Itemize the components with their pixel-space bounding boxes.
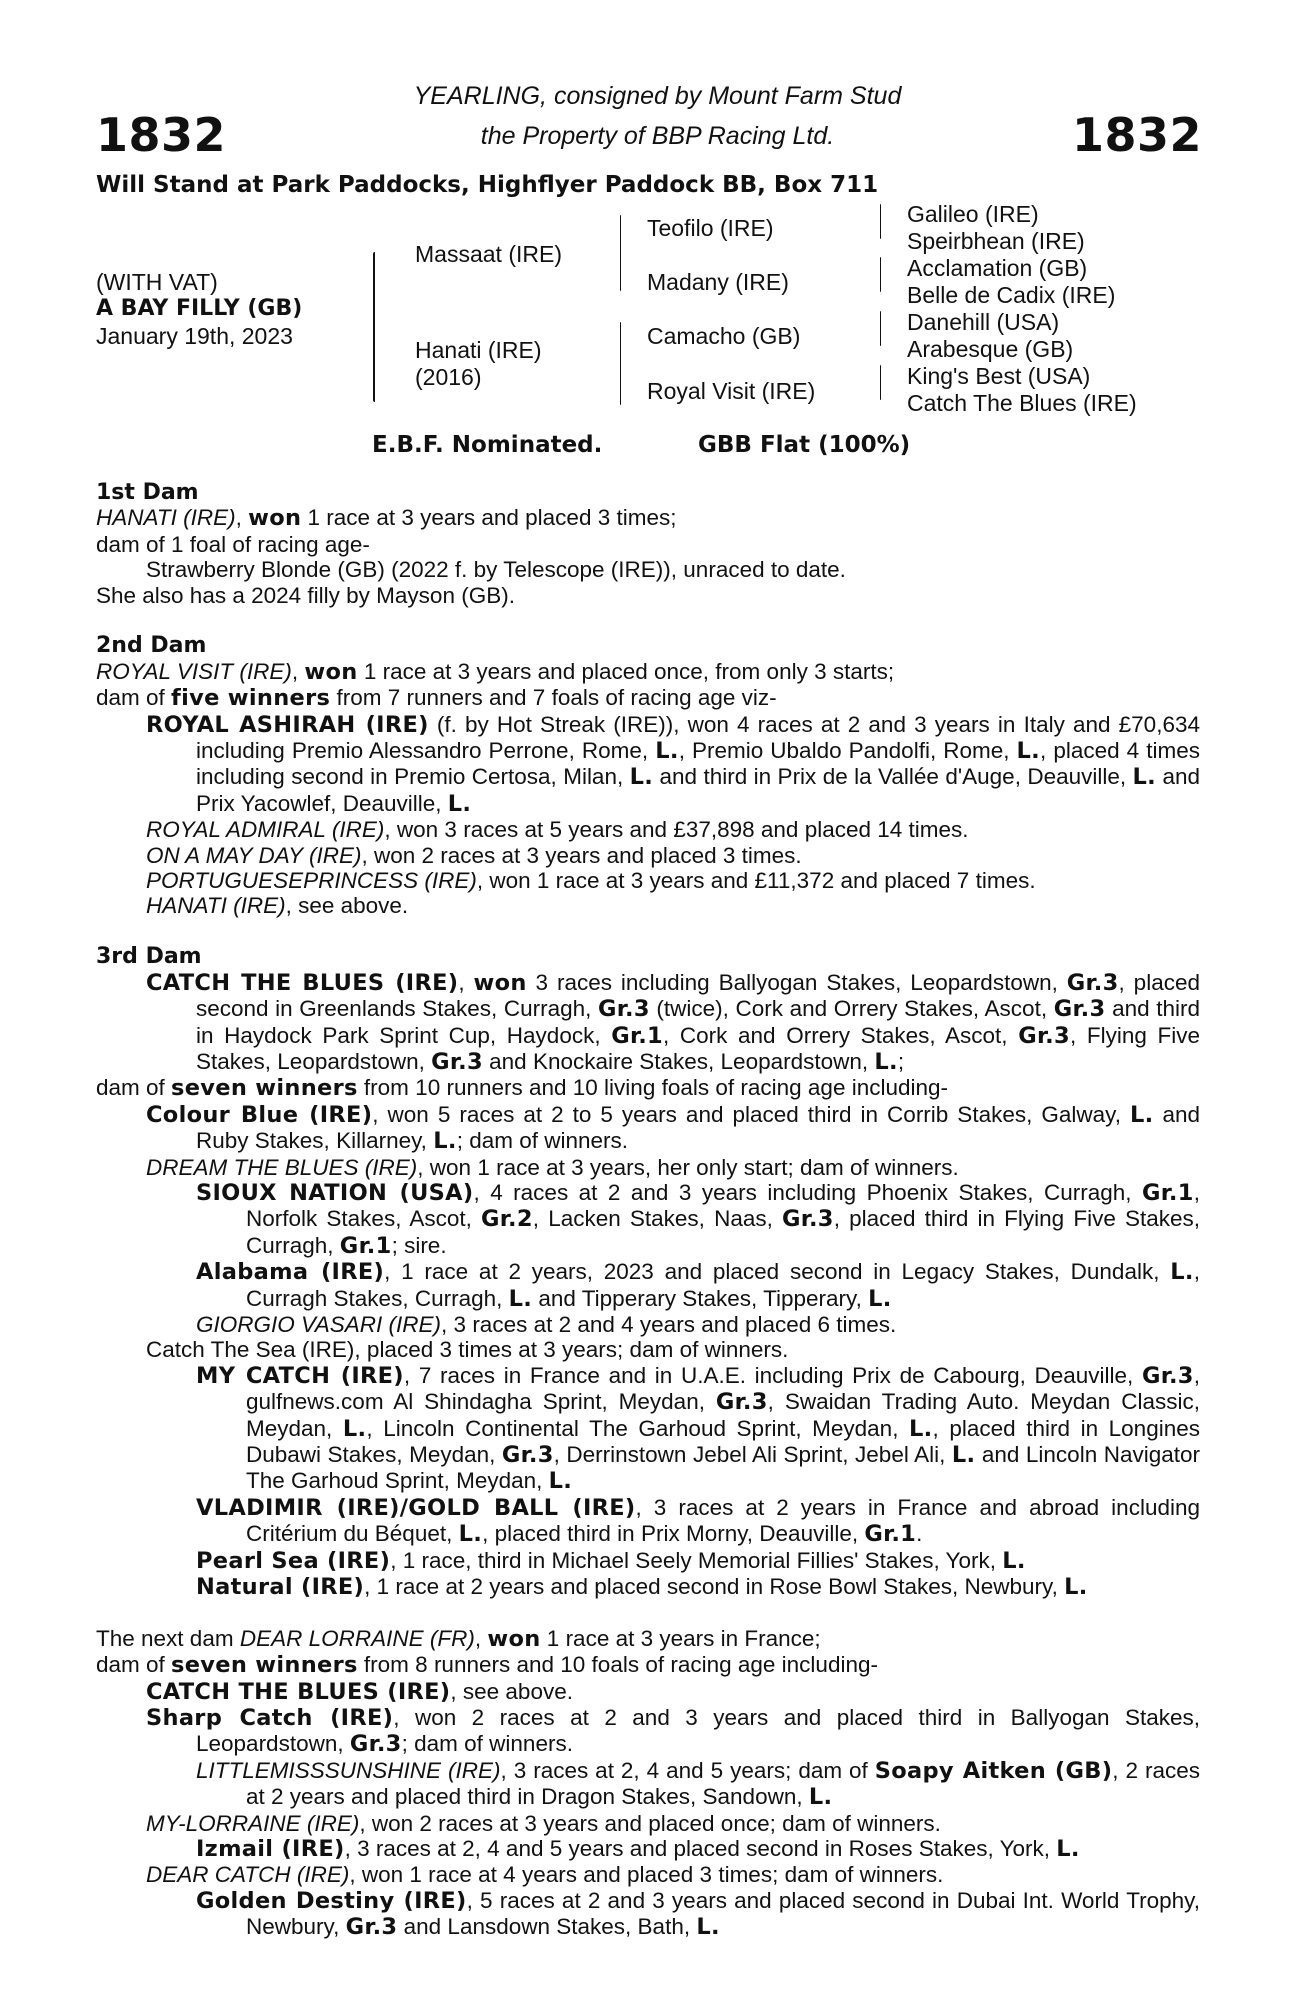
ggp-1: Galileo (IRE) (907, 201, 1039, 227)
produce-my-catch: MY CATCH (IRE), 7 races in France and in U.A.E. including Prix de Cabourg, Deauville, Gr.3, gulfnews.com Al Shindagha Sprint, Meydan, Gr.3, Swaidan Trading Auto. Meydan Classic, Meydan, L., Lincoln Continental The Garhoud Sprint, Meydan, L., placed third in Longines Dubawi Stakes, Meydan, Gr.3, Derrinstown Jebel Ali Sprint, Jebel Ali, L. and Lincoln Navigator The Garhoud Sprint, Meydan, L. (196, 1362, 1201, 1495)
produce-izmail: Izmail (IRE), 3 races at 2, 4 and 5 years and placed second in Roses Stakes, York, L. (196, 1836, 1080, 1863)
dam-dam: Royal Visit (IRE) (647, 378, 816, 404)
lot-number-left: 1832 (96, 108, 227, 162)
consignment-line-1: YEARLING, consigned by Mount Farm Stud (413, 82, 902, 110)
produce-royal-admiral: ROYAL ADMIRAL (IRE), won 3 races at 5 years and £37,898 and placed 14 times. (146, 817, 969, 843)
sire-name: Massaat (IRE) (415, 241, 562, 267)
produce-littlemisssunshine: LITTLEMISSSUNSHINE (IRE), 3 races at 2, 4 and 5 years; dam of Soapy Aitken (GB), 2 races at 2 years and placed third in Dragon Stakes, Sandown, L. (196, 1757, 1201, 1811)
first-dam-line-2: dam of 1 foal of racing age- (96, 531, 370, 557)
produce-vladimir: VLADIMIR (IRE)/GOLD BALL (IRE), 3 races at 2 years in France and abroad including Critérium du Béquet, L., placed third in Prix Morny, Deauville, Gr.1. (196, 1494, 1200, 1548)
ggp-7: King's Best (USA) (907, 363, 1091, 389)
produce-golden-destiny: Golden Destiny (IRE), 5 races at 2 and 3 years and placed second in Dubai Int. World Trophy, Newbury, Gr.3 and Lansdown Stakes, Bath, L. (196, 1887, 1200, 1941)
produce-dear-catch: DEAR CATCH (IRE), won 1 race at 4 years and placed 3 times; dam of winners. (146, 1862, 944, 1888)
dam-name: Hanati (IRE) (415, 337, 542, 363)
first-dam-heading: 1st Dam (96, 480, 199, 505)
next-dam-line-2: dam of seven winners from 8 runners and 10 foals of racing age including- (96, 1652, 878, 1679)
produce-sharp-catch: Sharp Catch (IRE), won 2 races at 2 and 3 years and placed third in Ballyogan Stakes, Leopardstown, Gr.3; dam of winners. (146, 1705, 1200, 1758)
gbb-flat: GBB Flat (100%) (698, 432, 911, 458)
vat-note: (WITH VAT) (96, 269, 218, 295)
consignment-line-2: the Property of BBP Racing Ltd. (480, 122, 835, 150)
ggp-6: Arabesque (GB) (907, 336, 1074, 362)
ggp-4: Belle de Cadix (IRE) (907, 282, 1116, 308)
foaling-date: January 19th, 2023 (96, 323, 293, 349)
stand-location: Will Stand at Park Paddocks, Highflyer Paddock BB, Box 711 (96, 172, 879, 198)
produce-portugueseprincess: PORTUGUESEPRINCESS (IRE), won 1 race at 3 years and £11,372 and placed 7 times. (146, 868, 1036, 894)
pedigree-brace-ggp-4 (880, 365, 881, 400)
dam-name: HANATI (IRE) (96, 505, 236, 531)
pedigree-brace-dam (620, 322, 621, 405)
lot-number-right: 1832 (1071, 108, 1202, 162)
third-dam-heading: 3rd Dam (96, 944, 202, 970)
second-dam-heading: 2nd Dam (96, 633, 207, 659)
produce-dream-the-blues: DREAM THE BLUES (IRE), won 1 race at 3 years, her only start; dam of winners. (146, 1154, 959, 1180)
produce-alabama: Alabama (IRE), 1 race at 2 years, 2023 and placed second in Legacy Stakes, Dundalk, L., Curragh Stakes, Curragh, L. and Tipperary Stakes, Tipperary, L. (196, 1259, 1200, 1312)
produce-giorgio-vasari: GIORGIO VASARI (IRE), 3 races at 2 and 4 years and placed 6 times. (196, 1311, 897, 1337)
next-dam-line-1: The next dam DEAR LORRAINE (FR), won 1 race at 3 years in France; (96, 1625, 821, 1652)
pedigree-brace-ggp-3 (880, 311, 881, 346)
pedigree-brace-ggp-1 (880, 204, 881, 239)
second-dam-line-2: dam of five winners from 7 runners and 7 foals of racing age viz- (96, 685, 777, 712)
produce-natural: Natural (IRE), 1 race at 2 years and placed second in Rose Bowl Stakes, Newbury, L. (196, 1574, 1088, 1601)
ggp-5: Danehill (USA) (907, 309, 1060, 335)
produce-pearl-sea: Pearl Sea (IRE), 1 race, third in Michael Seely Memorial Fillies' Stakes, York, L. (196, 1547, 1026, 1574)
first-dam-line-1: HANATI (IRE), won 1 race at 3 years and placed 3 times; (96, 505, 677, 532)
sire-dam: Madany (IRE) (647, 269, 789, 295)
third-dam-dam-of: dam of seven winners from 10 runners and 10 living foals of racing age including- (96, 1075, 949, 1102)
produce-catch-the-blues: CATCH THE BLUES (IRE), see above. (146, 1678, 573, 1705)
produce-colour-blue: Colour Blue (IRE), won 5 races at 2 to 5 years and placed third in Corrib Stakes, Galway, L. and Ruby Stakes, Killarney, L.; dam of winners. (146, 1101, 1201, 1155)
ggp-8: Catch The Blues (IRE) (907, 390, 1137, 416)
next-dam-section (96, 1626, 1200, 1941)
second-dam-line-1: ROYAL VISIT (IRE), won 1 race at 3 years and placed once, from only 3 starts; (96, 658, 895, 685)
catalogue-body (96, 480, 1200, 1941)
produce-my-lorraine: MY-LORRAINE (IRE), won 2 races at 3 years and placed once; dam of winners. (146, 1810, 941, 1836)
ggp-3: Acclamation (GB) (907, 255, 1088, 281)
dam-sire: Camacho (GB) (647, 323, 801, 349)
produce-royal-ashirah: ROYAL ASHIRAH (IRE) (f. by Hot Streak (IRE)), won 4 races at 2 and 3 years in Italy and £70,634 including Premio Alessandro Perrone, Rome, L., Premio Ubaldo Pandolfi, Rome, L., placed 4 times including second in Premio Certosa, Milan, L. and third in Prix de la Vallée d'Auge, Deauville, L. and Prix Yacowlef, Deauville, L. (146, 711, 1200, 817)
ggp-2: Speirbhean (IRE) (907, 228, 1085, 254)
first-dam-line-4: She also has a 2024 filly by Mayson (GB). (96, 582, 515, 608)
pedigree-brace-ggp-2 (880, 257, 881, 292)
second-dam-section (96, 633, 1200, 918)
produce-catch-the-sea: Catch The Sea (IRE), placed 3 times at 3 years; dam of winners. (146, 1337, 789, 1363)
produce-on-a-may-day: ON A MAY DAY (IRE), won 2 races at 3 years and placed 3 times. (146, 842, 802, 868)
produce-hanati: HANATI (IRE), see above. (146, 893, 409, 919)
ebf-nomination: E.B.F. Nominated. (372, 432, 603, 458)
first-dam-foal: Strawberry Blonde (GB) (2022 f. by Telescope (IRE)), unraced to date. (146, 557, 846, 583)
horse-name: A BAY FILLY (GB) (96, 296, 303, 321)
third-dam-section (96, 944, 1200, 1600)
first-dam-section (96, 480, 1200, 608)
pedigree-brace-sire (620, 215, 621, 291)
dam-year: (2016) (415, 364, 482, 390)
produce-sioux-nation: SIOUX NATION (USA), 4 races at 2 and 3 years including Phoenix Stakes, Curragh, Gr.1, Norfolk Stakes, Ascot, Gr.2, Lacken Stakes, Naas, Gr.3, placed third in Flying Five Stakes, Curragh, Gr.1; sire. (196, 1179, 1201, 1259)
third-dam-catch-the-blues: CATCH THE BLUES (IRE), won 3 races including Ballyogan Stakes, Leopardstown, Gr.3, placed second in Greenlands Stakes, Curragh, Gr.3 (twice), Cork and Orrery Stakes, Ascot, Gr.3 and third in Haydock Park Sprint Cup, Haydock, Gr.1, Cork and Orrery Stakes, Ascot, Gr.3, Flying Five Stakes, Leopardstown, Gr.3 and Knockaire Stakes, Leopardstown, L.; (146, 969, 1201, 1075)
sire-sire: Teofilo (IRE) (647, 215, 774, 241)
pedigree-brace-main (373, 252, 375, 402)
